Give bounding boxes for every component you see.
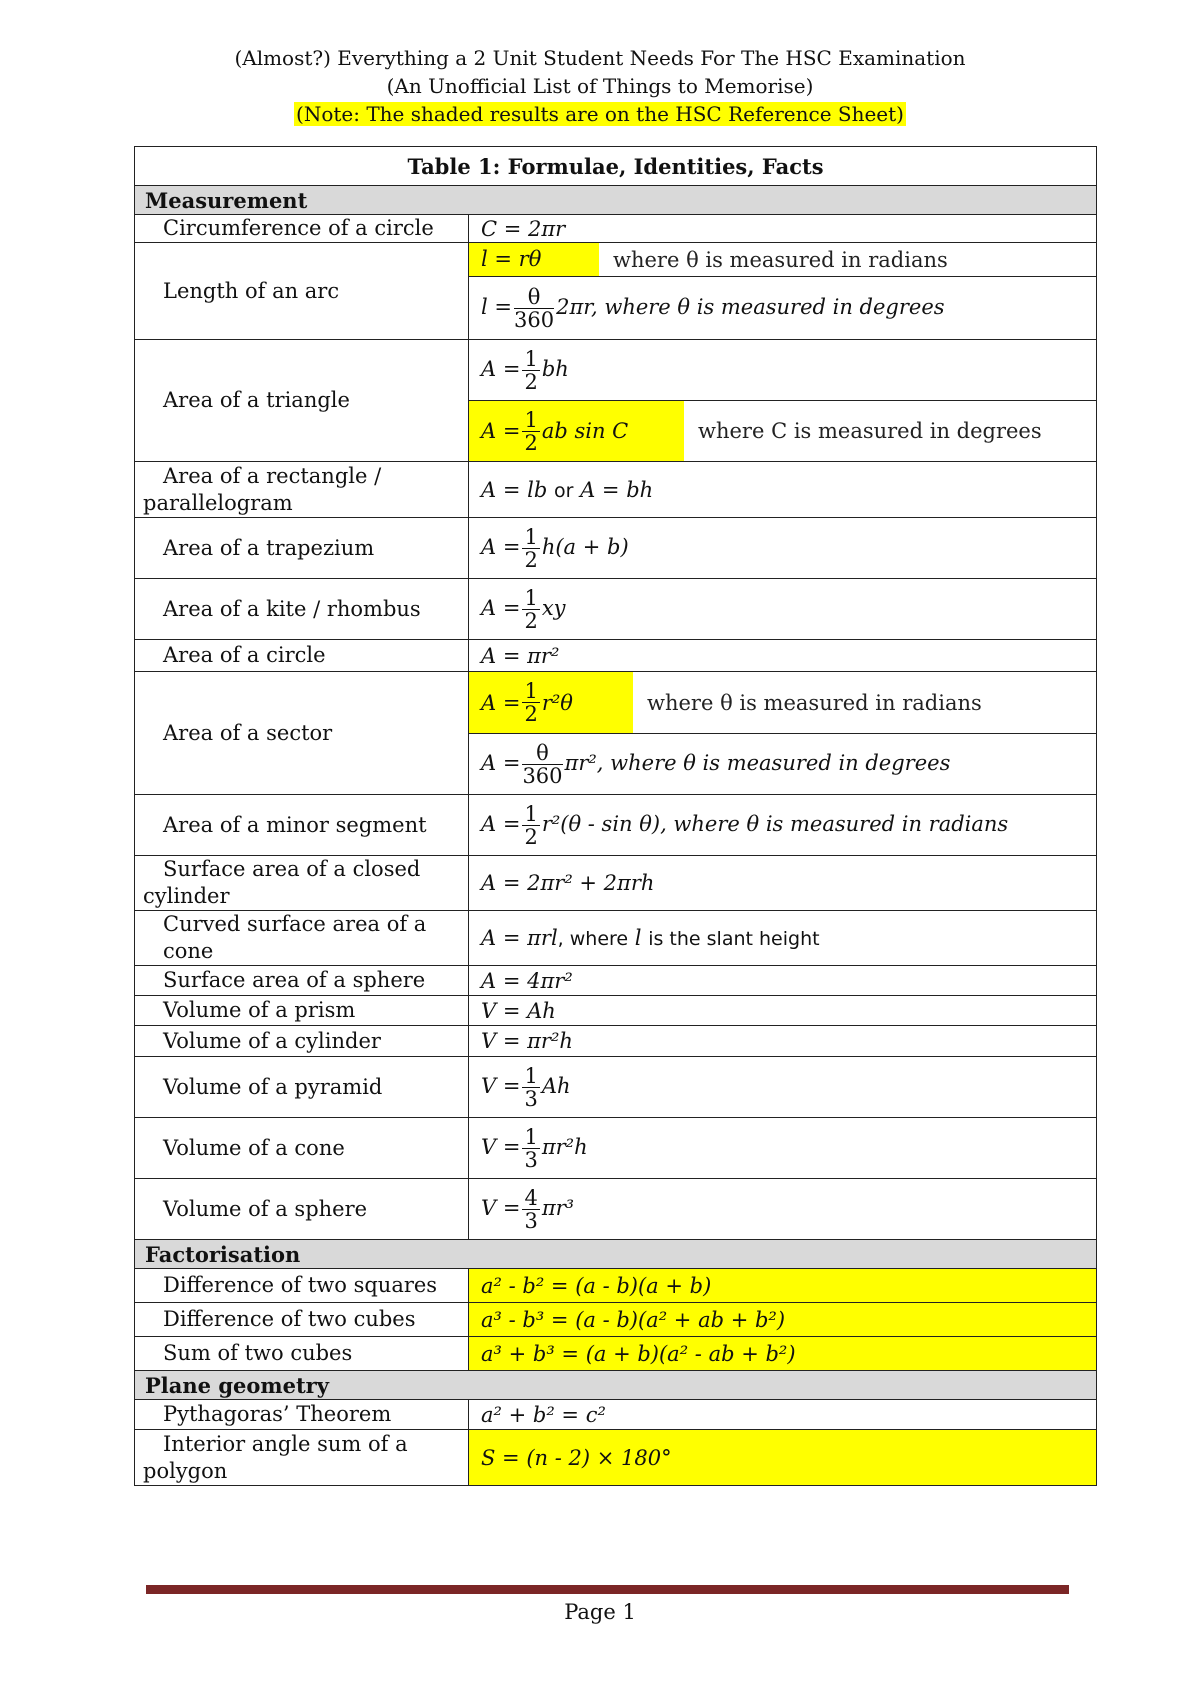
formula-prism: V = Ah	[481, 998, 556, 1023]
label-interior-angle: Interior angle sum of a polygon	[135, 1430, 469, 1486]
label-trapezium: Area of a trapezium	[135, 518, 469, 579]
label-cone-volume: Volume of a cone	[135, 1118, 469, 1179]
formula-sector-radians: A = $\frac{1}{2}$ r²θ	[469, 672, 633, 733]
header-title: (Almost?) Everything a 2 Unit Student Needs For The HSC Examination	[234, 46, 966, 70]
label-prism: Volume of a prism	[135, 996, 469, 1026]
label-cone-surface: Curved surface area of a cone	[135, 911, 469, 966]
label-difference-cubes: Difference of two cubes	[135, 1303, 469, 1337]
formula-sector-degrees: A = $\frac{\theta}{360}$ πr², where θ is measured in degrees	[481, 740, 951, 788]
label-cylinder-volume: Volume of a cylinder	[135, 1026, 469, 1057]
note-sector-radians: where θ is measured in radians	[647, 690, 982, 715]
label-kite: Area of a kite / rhombus	[135, 579, 469, 640]
formula-sphere-volume: V = $\frac{4}{3}$ πr³	[481, 1185, 575, 1233]
label-difference-squares: Difference of two squares	[135, 1269, 469, 1303]
formula-segment: A = $\frac{1}{2}$ r²(θ - sin θ), where θ is measured in radians	[481, 801, 1009, 849]
formula-arc-radians: l = rθ	[469, 243, 599, 276]
formula-rectangle: A = lb or A = bh	[481, 477, 654, 502]
document-header	[0, 44, 1200, 128]
formula-circumference: C = 2πr	[481, 216, 566, 241]
formula-circle: A = πr²	[481, 643, 560, 668]
page-number: Page 1	[564, 1600, 636, 1624]
note-arc-radians: where θ is measured in radians	[613, 247, 948, 272]
formula-cylinder-surface: A = 2πr² + 2πrh	[481, 871, 655, 895]
formula-difference-cubes: a³ - b³ = (a - b)(a² + ab + b²)	[481, 1307, 786, 1332]
label-cylinder-surface: Surface area of a closed cylinder	[135, 856, 469, 911]
section-measurement: Measurement	[135, 186, 1097, 215]
formula-sphere-surface: A = 4πr²	[481, 968, 573, 993]
label-pythagoras: Pythagoras’ Theorem	[135, 1400, 469, 1430]
formula-cone-volume: V = $\frac{1}{3}$ πr²h	[481, 1124, 588, 1172]
label-triangle: Area of a triangle	[135, 340, 469, 462]
formula-sum-cubes: a³ + b³ = (a + b)(a² - ab + b²)	[481, 1341, 796, 1366]
formulae-table	[134, 146, 1097, 1486]
footer-rule	[146, 1585, 1069, 1594]
label-sum-cubes: Sum of two cubes	[135, 1337, 469, 1371]
label-sphere-surface: Surface area of a sphere	[135, 966, 469, 996]
section-plane-geometry: Plane geometry	[135, 1371, 1097, 1400]
header-note: (Note: The shaded results are on the HSC Reference Sheet)	[296, 102, 904, 126]
label-sphere-volume: Volume of a sphere	[135, 1179, 469, 1240]
label-arc: Length of an arc	[135, 243, 469, 340]
formula-arc-degrees: l = $\frac{\theta}{360}$ 2πr, where θ is measured in degrees	[481, 284, 945, 332]
label-segment: Area of a minor segment	[135, 795, 469, 856]
label-sector: Area of a sector	[135, 672, 469, 795]
formula-triangle-sine: A = $\frac{1}{2}$ ab sin C	[469, 401, 684, 461]
label-pyramid: Volume of a pyramid	[135, 1057, 469, 1118]
label-circumference: Circumference of a circle	[135, 215, 469, 243]
formula-pythagoras: a² + b² = c²	[481, 1402, 606, 1427]
table-title: Table 1: Formulae, Identities, Facts	[135, 147, 1097, 186]
formula-interior-angle: S = (n - 2) × 180°	[481, 1445, 672, 1470]
label-rectangle: Area of a rectangle / parallelogram	[135, 462, 469, 518]
formula-pyramid: V = $\frac{1}{3}$ Ah	[481, 1063, 571, 1111]
formula-cylinder-volume: V = πr²h	[481, 1029, 573, 1053]
section-factorisation: Factorisation	[135, 1240, 1097, 1269]
formula-difference-squares: a² - b² = (a - b)(a + b)	[481, 1273, 712, 1298]
formula-kite: A = $\frac{1}{2}$ xy	[481, 585, 566, 633]
note-triangle-degrees: where C is measured in degrees	[698, 419, 1042, 443]
formula-trapezium: A = $\frac{1}{2}$ h(a + b)	[481, 524, 629, 572]
label-circle: Area of a circle	[135, 640, 469, 672]
formula-cone-surface: A = πrl, where l is the slant height	[481, 926, 820, 950]
header-subtitle: (An Unofficial List of Things to Memorise)	[386, 74, 814, 98]
formula-triangle-bh: A = $\frac{1}{2}$ bh	[481, 346, 569, 394]
